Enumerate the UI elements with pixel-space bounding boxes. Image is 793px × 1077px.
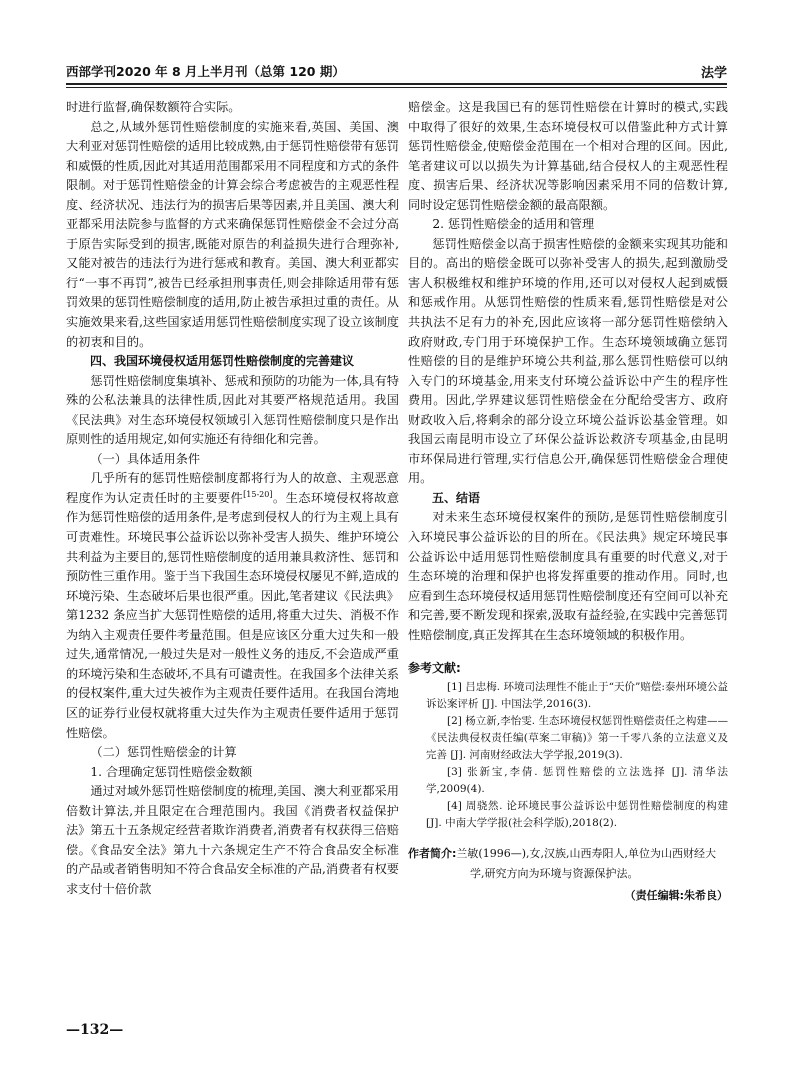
issue-info: 2020 年 8 月上半月刊（总第 120 期） [116,64,345,79]
left-column [66,98,399,899]
reference-item: [3] 张新宝,李倩. 惩罚性赔偿的立法选择 [J]. 清华法学,2009(4). [426,765,728,795]
right-column [408,98,728,905]
text-run: 2. 惩罚性赔偿金的适用和管理 [432,217,595,232]
paragraph [408,235,728,489]
text-run: 赔偿金。这是我国已有的惩罚性赔偿在计算时的模式,实践中取得了很好的效果,生态环境侵权可以借鉴此种方式计算惩罚性赔偿金,使赔偿金范围在一个相对合理的区间。因此,笔者建议可以以损失为计算基础,结合侵权人的主观恶性程度、损害后果、经济状况等影响因素采用不同的倍数计算,同时设定惩罚性赔偿金额的最高限额。 [408,100,728,212]
text-run: 四、我国环境侵权适用惩罚性赔偿制度的完善建议 [90,354,355,369]
paragraph [66,118,399,353]
section-heading [66,352,399,372]
journal-issue [66,62,345,80]
paragraph [66,782,399,899]
journal-name: 西部学刊 [66,64,117,79]
reference-item: [1] 吕忠梅. 环境司法理性不能止于“天价”赔偿:泰州环境公益诉讼案评析 [J]. 中国法学,2016(3). [426,680,728,710]
section-label: 法学 [700,66,727,81]
text-run: 五、结语 [432,490,481,505]
text-run: 时进行监督,确保数额符合实际。 [66,100,241,114]
text-run: 通过对域外惩罚性赔偿制度的梳理,美国、澳大利亚都采用倍数计算法,并且限定在合理范围内。我国《消费者权益保护法》第五十五条规定经营者欺诈消费者,消费者有权获得三倍赔偿。《食品安全法》第九十六条规定生产不符合食品安全标准的产品或者销售明知不符合食品安全标准的产品,消费者有权要求支付十倍价款 [66,784,399,896]
reference-item: [4] 周骁然. 论环境民事公益诉讼中惩罚性赔偿制度的构建 [J]. 中南大学学报(社会科学版),2018(2). [426,799,728,829]
header-rule [66,83,727,85]
author-bio [408,844,728,884]
page-number: —132— [66,1022,124,1038]
paragraph [66,372,399,450]
text-run: （二）惩罚性赔偿金的计算 [90,745,237,760]
editor-note: （责任编辑:朱希良） [624,888,728,902]
text-run: 。生态环境侵权将故意作为惩罚性赔偿的适用条件,是考虑到侵权人的行为主观上具有可责难性。环境民事公益诉讼以弥补受害人损失、维护环境公共利益为主要目的,惩罚性赔偿制度的适用兼具救济性、惩罚和预防性三重作用。鉴于当下我国生态环境侵权屡见不鲜,造成的环境污染、生态破坏后果也很严重。因此,笔者建议《民法典》第1232 条应当扩大惩罚性赔偿的适用,将重大过失、消极不作为纳入主观责任要件考量范围。但是应该区分重大过失和一般过失,通常情况,一般过失是对一般性义务的违反,不会造成严重的环境污染和生态破坏,不具有可谴责性。在我国多个法律关系的侵权案件,重大过失被作为主观责任要件适用。在我国台湾地区的证券行业侵权就将重大过失作为主观责任要件适用于惩罚性赔偿。 [66,490,400,740]
text-run: 惩罚性赔偿金以高于损害性赔偿的金额来实现其功能和目的。高出的赔偿金既可以弥补受害人的损失,起到激励受害人积极维权和维护环境的作用,还可以对侵权人起到威慑和惩戒作用。从惩罚性赔偿的性质来看,惩罚性赔偿是对公共执法不足有力的补充,因此应该将一部分惩罚性赔偿纳入政府财政,专门用于环境保护工作。生态环境领域确立惩罚性赔偿的目的是维护环境公共利益,那么惩罚性赔偿可以纳入专门的环境基金,用来支付环境公益诉讼中产生的程序性费用。因此,学界建议惩罚性赔偿金在分配给受害方、政府财政收入后,将剩余的部分设立环境公益诉讼基金管理。如我国云南昆明市设立了环保公益诉讼救济专项基金,由昆明市环保局进行管理,实行信息公开,确保惩罚性赔偿金合理使用。 [408,236,728,486]
text-run: 总之,从域外惩罚性赔偿制度的实施来看,英国、美国、澳大利亚对惩罚性赔偿的适用比较成熟,由于惩罚性赔偿带有惩罚和威慑的性质,因此对其适用范围都采用不同程度和方式的条件限制。对于惩罚性赔偿金的计算会综合考虑被告的主观恶性程度、经济状况、违法行为的损害后果等因素,并且美国、澳大利亚都采用法院参与监督的方式来确保惩罚性赔偿金不会过分高于原告实际受到的损害,既能对原告的利益损失进行合理弥补,又能对被告的违法行为进行惩戒和教育。美国、澳大利亚都实行“一事不再罚”,被告已经承担刑事责任,则会排除适用带有惩罚效果的惩罚性赔偿制度的适用,防止被告承担过重的责任。从实施效果来看,这些国家适用惩罚性赔偿制度实现了设立该制度的初衷和目的。 [66,119,399,349]
text-run: 1. 合理确定惩罚性赔偿金数额 [90,764,253,779]
right-column-body [408,98,728,645]
paragraph [408,508,728,645]
reference-list [408,679,728,832]
text-run: 几乎所有的惩罚性赔偿制度都将行为人的故意、主观恶意程度作为认定责任时的主要要件 [66,471,399,505]
text-run: （一）具体适用条件 [90,451,201,466]
author-label: 作者简介: [408,846,457,860]
paragraph [408,215,728,235]
section-heading [408,489,728,509]
paragraph [66,469,399,743]
paragraph [408,98,728,215]
citation-superscript: [15-20] [243,489,273,499]
subsection-heading [66,450,399,470]
author-text: 兰敏(1996—),女,汉族,山西寿阳人,单位为山西财经大学,研究方向为环境与资源保护法。 [456,846,716,880]
references-title: 参考文献: [408,661,461,676]
page-header [66,60,727,82]
text-run: 对未来生态环境侵权案件的预防,是惩罚性赔偿制度引入环境民事公益诉讼的目的所在。《民法典》规定环境民事公益诉讼中适用惩罚性赔偿制度具有重要的时代意义,对于生态环境的治理和保护也将发挥重要的推动作用。同时,也应看到生态环境侵权适用惩罚性赔偿制度还有空间可以补充和完善,要不断发现和探索,汲取有益经验,在实践中完善惩罚性赔偿制度,真正发挥其在生态环境领域的积极作用。 [408,510,728,642]
paragraph [66,763,399,783]
subsection-heading [66,743,399,763]
reference-item: [2] 杨立新,李怡雯. 生态环境侵权惩罚性赔偿责任之构建——《民法典侵权责任编(草案二审稿)》第一千零八条的立法意义及完善 [J]. 河南财经政法大学学报,2019(3). [426,714,728,761]
paragraph [66,98,399,118]
header-rule-thin [66,87,727,88]
text-run: 惩罚性赔偿制度集填补、惩戒和预防的功能为一体,具有特殊的公私法兼具的法律性质,因此对其要严格规范适用。我国《民法典》对生态环境侵权领域引入惩罚性赔偿制度只是作出原则性的适用规定,如何实施还有待细化和完善。 [66,373,399,447]
